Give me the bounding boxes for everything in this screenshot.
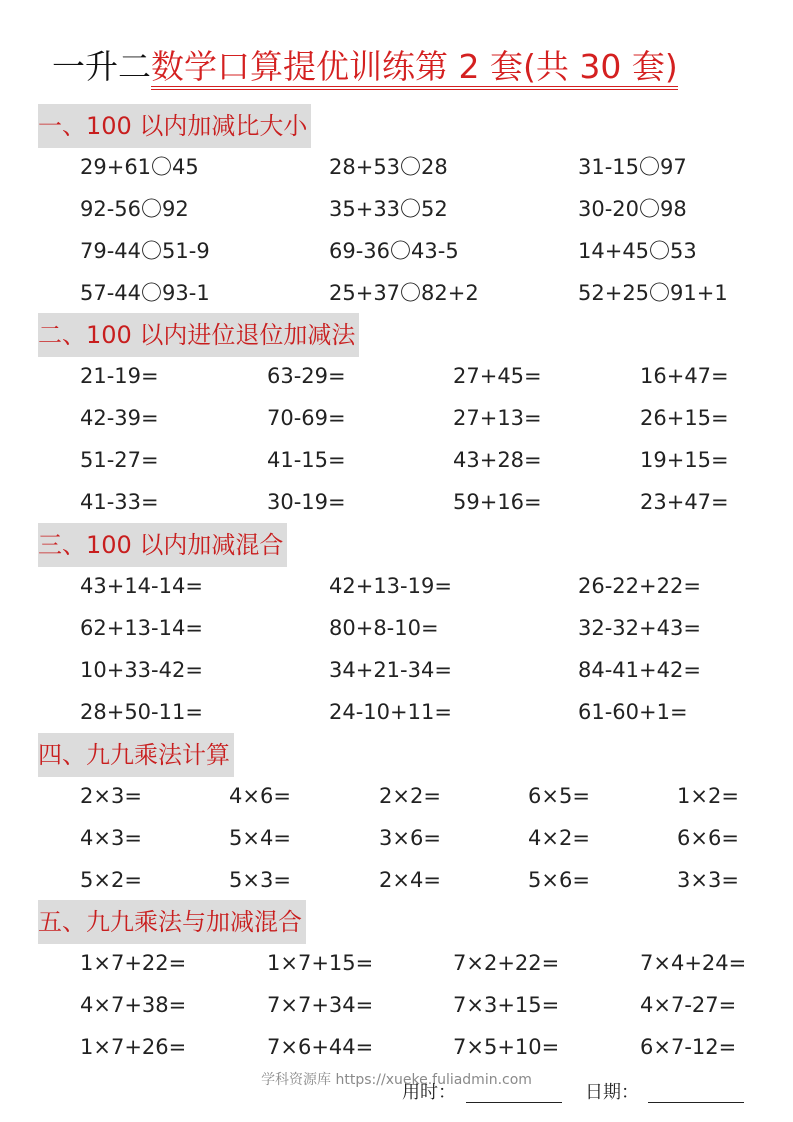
time-label: 用时： <box>402 1082 456 1103</box>
math-problem: 79-44〇51-9 <box>80 239 210 263</box>
math-problem: 7×4+24= <box>640 951 747 975</box>
section-heading: 二、100 以内进位退位加减法 <box>38 313 359 357</box>
math-problem: 4×6= <box>229 784 291 808</box>
math-problem: 10+33-42= <box>80 658 203 682</box>
math-problem: 41-15= <box>267 448 346 472</box>
math-problem: 61-60+1= <box>578 700 688 724</box>
page-title <box>52 42 678 92</box>
math-problem: 7×6+44= <box>267 1035 374 1059</box>
math-problem: 7×2+22= <box>453 951 560 975</box>
watermark-text: 学科资源库 https://xueke.fuliadmin.com <box>261 1072 532 1088</box>
math-problem: 27+45= <box>453 364 542 388</box>
math-problem: 19+15= <box>640 448 729 472</box>
math-problem: 34+21-34= <box>329 658 452 682</box>
math-problem: 3×3= <box>677 868 739 892</box>
date-label: 日期： <box>585 1082 639 1103</box>
math-problem: 59+16= <box>453 490 542 514</box>
math-problem: 28+53〇28 <box>329 155 448 179</box>
math-problem: 41-33= <box>80 490 159 514</box>
math-problem: 23+47= <box>640 490 729 514</box>
math-problem: 4×7-27= <box>640 993 737 1017</box>
math-problem: 32-32+43= <box>578 616 701 640</box>
math-problem: 4×2= <box>528 826 590 850</box>
math-problem: 31-15〇97 <box>578 155 687 179</box>
date-blank[interactable] <box>648 1102 744 1103</box>
math-problem: 62+13-14= <box>80 616 203 640</box>
math-problem: 7×7+34= <box>267 993 374 1017</box>
math-problem: 5×4= <box>229 826 291 850</box>
math-problem: 2×2= <box>379 784 441 808</box>
math-problem: 4×7+38= <box>80 993 187 1017</box>
math-problem: 26+15= <box>640 406 729 430</box>
math-problem: 4×3= <box>80 826 142 850</box>
math-problem: 1×7+26= <box>80 1035 187 1059</box>
math-problem: 92-56〇92 <box>80 197 189 221</box>
math-problem: 16+47= <box>640 364 729 388</box>
math-problem: 2×3= <box>80 784 142 808</box>
section-heading: 五、九九乘法与加减混合 <box>38 900 306 944</box>
math-problem: 5×2= <box>80 868 142 892</box>
math-problem: 29+61〇45 <box>80 155 199 179</box>
math-problem: 84-41+42= <box>578 658 701 682</box>
math-problem: 6×6= <box>677 826 739 850</box>
section-heading: 一、100 以内加减比大小 <box>38 104 311 148</box>
math-problem: 28+50-11= <box>80 700 203 724</box>
section-heading: 三、100 以内加减混合 <box>38 523 287 567</box>
math-problem: 25+37〇82+2 <box>329 281 479 305</box>
math-problem: 52+25〇91+1 <box>578 281 728 305</box>
math-problem: 63-29= <box>267 364 346 388</box>
math-problem: 42-39= <box>80 406 159 430</box>
math-problem: 70-69= <box>267 406 346 430</box>
math-problem: 1×7+15= <box>267 951 374 975</box>
math-problem: 26-22+22= <box>578 574 701 598</box>
title-prefix: 一升二 <box>52 47 151 86</box>
math-problem: 42+13-19= <box>329 574 452 598</box>
time-blank[interactable] <box>466 1102 562 1103</box>
math-problem: 6×5= <box>528 784 590 808</box>
math-problem: 51-27= <box>80 448 159 472</box>
math-problem: 69-36〇43-5 <box>329 239 459 263</box>
section-heading: 四、九九乘法计算 <box>38 733 234 777</box>
math-problem: 1×2= <box>677 784 739 808</box>
math-problem: 24-10+11= <box>329 700 452 724</box>
math-problem: 43+28= <box>453 448 542 472</box>
math-problem: 14+45〇53 <box>578 239 697 263</box>
math-problem: 30-20〇98 <box>578 197 687 221</box>
math-problem: 6×7-12= <box>640 1035 737 1059</box>
math-problem: 3×6= <box>379 826 441 850</box>
math-problem: 5×3= <box>229 868 291 892</box>
title-main: 数学口算提优训练第 2 套(共 30 套) <box>151 47 678 90</box>
math-problem: 57-44〇93-1 <box>80 281 210 305</box>
math-problem: 35+33〇52 <box>329 197 448 221</box>
math-problem: 43+14-14= <box>80 574 203 598</box>
math-problem: 7×3+15= <box>453 993 560 1017</box>
math-problem: 5×6= <box>528 868 590 892</box>
math-problem: 1×7+22= <box>80 951 187 975</box>
math-problem: 2×4= <box>379 868 441 892</box>
math-problem: 7×5+10= <box>453 1035 560 1059</box>
math-problem: 21-19= <box>80 364 159 388</box>
math-problem: 27+13= <box>453 406 542 430</box>
math-problem: 30-19= <box>267 490 346 514</box>
math-problem: 80+8-10= <box>329 616 439 640</box>
